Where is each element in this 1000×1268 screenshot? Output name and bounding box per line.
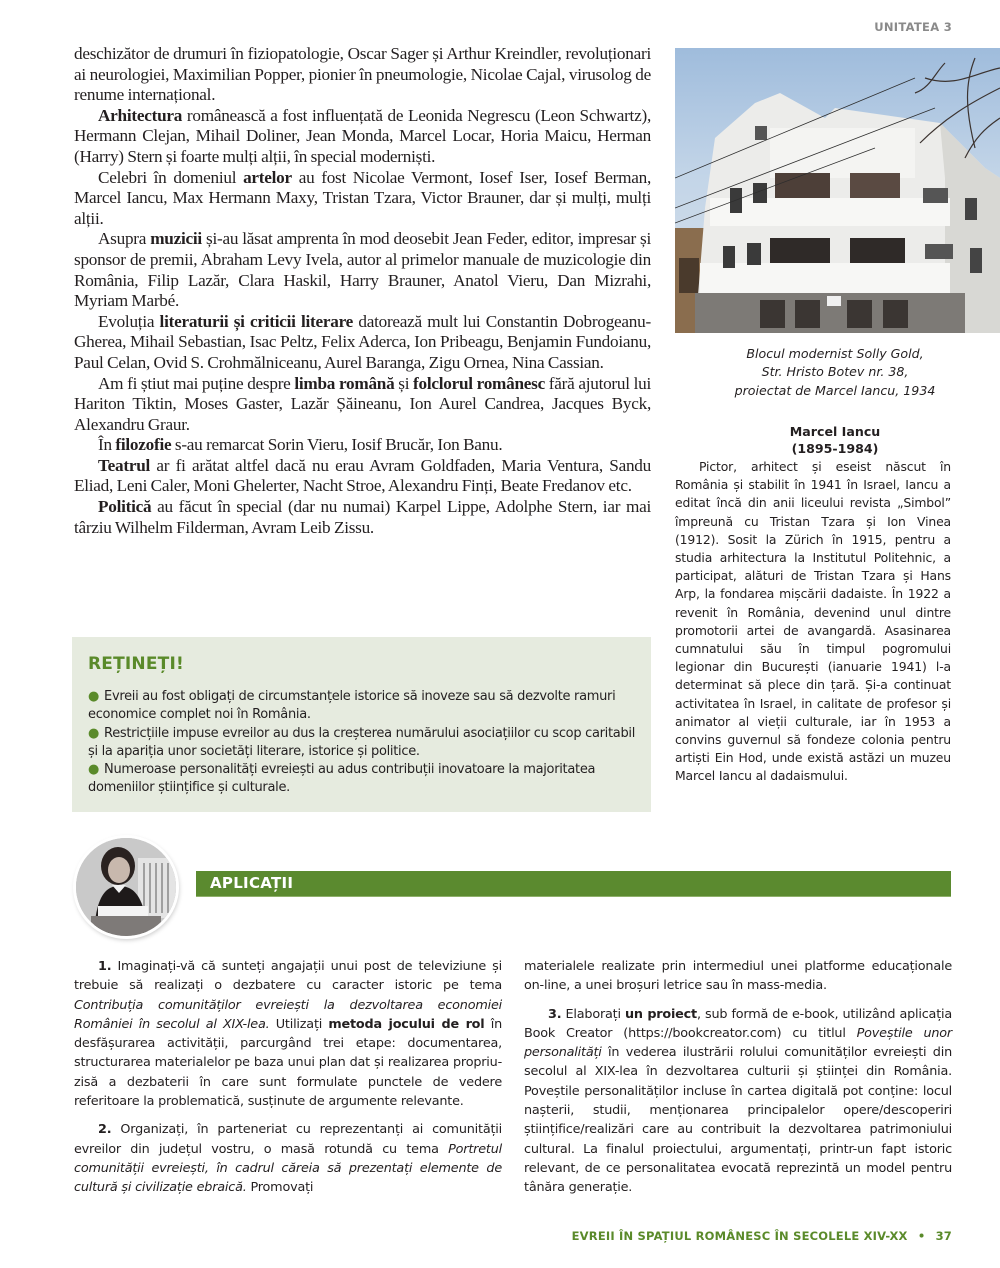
application-item-1: 1. Imaginați-vă că sunteți angajații unui post de televiziune și trebuie să realizați o dezbatere cu caracter istoric pe tema Contribuția comunităților evreiești la dezvoltarea economiei României în secolul al XIX-lea. Utilizați metoda jocului de rol în desfășurarea activității, parcurgând trei etape: documentarea, structurarea materialelor pe baza unui plan dat și realizarea propriu-zisă a dezbaterii în care sunt formulate punctele de vedere referitoare la problematică, susținute de argumente relevante. [74,959,502,1110]
applications-column-left [74,957,502,1198]
paragraph-literature: Evoluția literaturii și criticii literare datorează mult lui Constantin Dobrogeanu-Gherea, Mihail Sebastian, Isac Peltz, Felix Aderca, Ion Pribeagu, Benjamin Fundoianu, Paul Celan, Ovid S. Crohmălniceanu, Aurel Baranga, Zigu Ornea, Nina Cassian. [74,311,651,372]
application-item-2-continued: materialele realizate prin intermediul unei platforme educaționale on-line, a unei broșuri letrice sau în mass-media. [524,959,952,994]
application-item-2: 2. Organizați, în parteneriat cu reprezentanți ai comunității evreilor din județul vostru, o masă rotundă cu tema Portretul comunității evreiești, în cadrul căreia să prezentați elemente de cultură și civilizație ebraică. Promovați [74,1122,502,1196]
bio-name: Marcel Iancu [789,424,881,439]
modernist-building-illustration [675,48,1000,333]
applications-title: APLICAȚII [210,874,294,892]
photo-caption: Blocul modernist Solly Gold, Str. Hristo Botev nr. 38, proiectat de Marcel Iancu, 1934 [734,346,936,398]
bullet-icon: ● [88,725,100,741]
paragraph-philosophy: În filozofie s-au remarcat Sorin Vieru, Iosif Brucăr, Ion Banu. [98,435,503,455]
paragraph-music: Asupra muzicii și-au lăsat amprenta în mod deosebit Jean Feder, editor, impresar și sponsor de premii, Abraham Levy Ivela, autor al primelor manuale de muzicologie din România, Filip Lazăr, Clara Haskil, Harry Brauner, Anatol Vieru, Dan Mizrahi, Myriam Marbé. [74,229,651,311]
bio-heading [690,424,980,457]
applications-header [196,871,951,897]
building-photo [675,48,1000,333]
unit-label: UNITATEA 3 [874,20,952,34]
page-footer [572,1229,952,1243]
paragraph-politics: Politică au făcut în special (dar nu numai) Karpel Lippe, Adolphe Stern, iar mai târziu Wilhelm Filderman, Avram Leib Zissu. [74,497,651,537]
paragraph-language: Am fi știut mai puține despre limba română și folclorul românesc fără ajutorul lui Hariton Tiktin, Moses Gaster, Lazăr Șăineanu, Ion Aurel Candrea, Jacques Byck, Alexandru Graur. [74,373,651,434]
portrait-photo [76,838,176,936]
reminder-title: REȚINEȚI! [88,654,184,674]
bullet-icon: ● [88,762,100,778]
bio-years: (1895-1984) [791,440,879,456]
reminder-item: ● Restricțiile impuse evreilor au dus la creșterea numărului asociațiilor cu scop caritabil și la apariția unor societăți literare, istorice și politice. [88,725,636,759]
footer-separator: • [917,1229,926,1243]
paragraph-arts: Celebri în domeniul artelor au fost Nicolae Vermont, Iosef Iser, Iosef Berman, Marcel Iancu, Max Hermann Maxy, Tristan Tzara, Victor Brauner, dar și mulți, mulți alții. [74,167,651,228]
paragraph-medicine: deschizător de drumuri în fiziopatologie, Oscar Sager și Arthur Kreindler, revoluționari ai neurologiei, Maximilian Popper, pionier în pneumologie, Nicolae Cajal, virusolog de renume internațional. [74,44,651,105]
paragraph-architecture: Arhitectura românească a fost influențată de Leonida Negrescu (Leon Schwartz), Hermann Clejan, Mihail Doliner, Jean Monda, Marcel Locar, Horia Maicu, Herman (Harry) Stern și foarte mulți alții, în special moderniști. [74,105,651,166]
paragraph-theatre: Teatrul ar fi arătat altfel dacă nu erau Avram Goldfaden, Maria Ventura, Sandu Eliad, Leni Caler, Moni Ghelerter, Nacht Stroe, Alexandru Finți, Beate Fredanov etc. [74,455,651,496]
reminder-item: ● Numeroase personalități evreiești au adus contribuții inovatoare la majoritatea domeniilor științifice și culturale. [88,762,596,796]
footer-chapter: EVREII ÎN SPAȚIUL ROMÂNESC ÎN SECOLELE XIV-XX [571,1229,908,1243]
application-item-3: 3. Elaborați un proiect, sub formă de e-book, utilizând aplicația Book Creator (https://bookcreator.com) cu titlul Poveștile unor personalități în vederea ilustrării rolului comunităților evreiești din secolul al XIX-lea în dezvoltarea culturii și științei din România. Poveștile personalităților incluse în cartea digitală pot conține: locul nașterii, studii, menționarea principalelor opere/descoperiri științifice/realizări care au contribuit la dezvoltarea patrimoniului cultural. La finalul proiectului, argumentați, printr-un fapt istoric relevant, de ce personalitatea evocată reprezintă un model pentru tânăra generație. [524,1006,953,1196]
reminder-box [72,637,651,812]
bullet-icon: ● [88,689,100,704]
bio-text: Pictor, arhitect și eseist născut în România și stabilit în 1941 în Israel, Iancu a editat încă din anii liceului revista „Simbol” împreună cu Tristan Tzara și Ion Vinea (1912). Sosit la Zürich în 1915, pentru a studia arhitectura la Institutul Politehnic, a participat, alături de Tristan Tzara și Hans Arp, la fondarea mișcării dadaiste. În 1922 a revenit în România, devenind unul dintre promotorii artei de avangardă. Asasinarea cumnatului său în timpul pogromului legionar din București (ianuarie 1941) l-a determinat să plece din țară. Și-a continuat activitatea în Israel, in calitate de profesor și animator al vieții culturale, iar în 1953 a convins guvernul să fondeze colonia pentru artiști Ein Hod, unde există astăzi un muzeu Marcel Iancu al dadaismului. [675,459,951,784]
girl-writing-illustration [76,838,176,936]
reminder-item: ● Evreii au fost obligați de circumstanțele istorice să inoveze sau să dezvolte ramuri economice complet noi în România. [88,689,616,723]
applications-column-right [524,957,952,1198]
page-number: 37 [935,1229,952,1243]
article-body [74,44,651,538]
